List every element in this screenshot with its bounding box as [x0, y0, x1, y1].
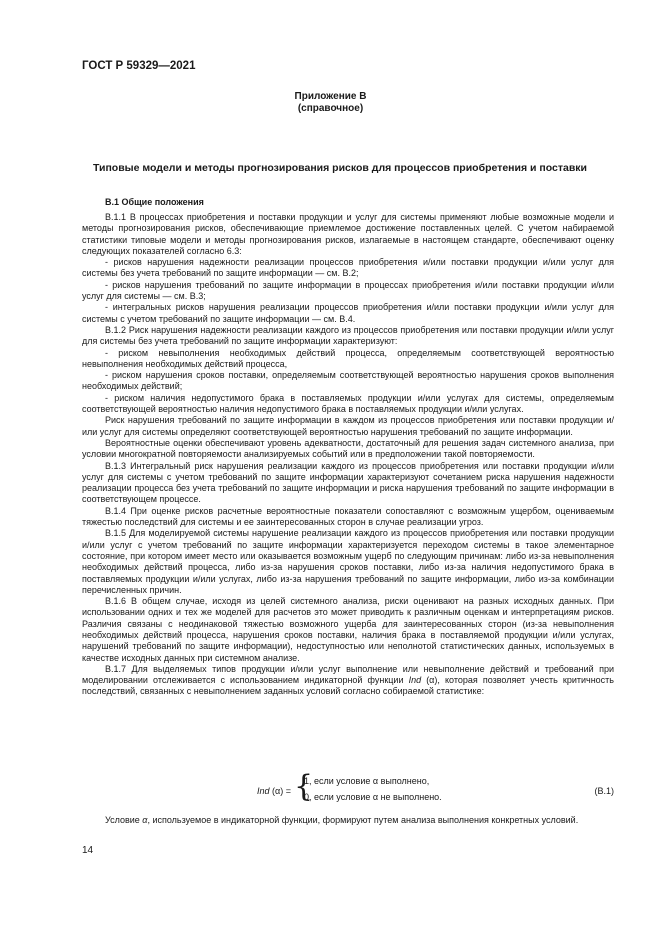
- appendix-subtitle: (справочное): [297, 103, 364, 114]
- after-formula-text: [82, 815, 614, 826]
- paragraph: В.1.4 При оценке рисков расчетные вероятностные показатели сопоставляют с возможным ущербом, оцениваемым тяжестью последствий для системы и ее заинтересованных сторон в случае реализации угроз.: [82, 505, 614, 528]
- page-number: 14: [82, 845, 94, 856]
- formula-lhs-rest: (α) =: [269, 786, 291, 796]
- after-text: Условие: [105, 815, 143, 825]
- formula-b1: [82, 769, 614, 806]
- formula-case-1: 1, если условие α выполнено,: [304, 776, 430, 786]
- p17-text-after: , которая позволяет учесть критичность последствий, связанных с невыполнением заданных условий согласно собираемой статистике:: [82, 675, 614, 697]
- formula-number: (В.1): [594, 786, 614, 796]
- paragraph: - риском невыполнения необходимых действий процесса, определяемым соответствующей вероятностью невыполнения необходимых действий процесса,: [82, 347, 614, 369]
- main-title: Типовые модели и методы прогнозирования рисков для процессов приобретения и поставки: [93, 162, 587, 174]
- after-text-rest: , используемое в индикаторной функции, формируют путем анализа выполнения конкретных условий.: [147, 815, 579, 825]
- alpha-symbol: α: [142, 815, 148, 825]
- document-header: ГОСТ Р 59329—2021: [82, 60, 196, 72]
- paragraph: В.1.1 В процессах приобретения и поставки продукции и услуг для системы применяют любые возможные модели и методы прогнозирования рисков, обеспечивающие приемлемое достижение поставленных целей. С учетом набираемой статистики типовые модели и методы прогнозирования рисков, излагаемые в настоящем стандарте, обеспечивают оценку следующих показателей согласно 6.3:: [82, 212, 614, 256]
- body-text: [82, 212, 614, 698]
- paragraph-b17: [82, 664, 614, 698]
- formula-case-2: 0, если условие α не выполнено.: [304, 792, 442, 802]
- paragraph: В.1.3 Интегральный риск нарушения реализации каждого из процессов приобретения или поставки продукции и/или услуг для системы с учетом требований по защите информации характеризуют сочетанием риска нарушения надежности реализации процесса без учета требований по защите информации и риска нарушения требований по защите информации в соответствующем процессе.: [82, 460, 614, 505]
- paragraph: Вероятностные оценки обеспечивают уровень адекватности, достаточный для решения задач системного анализа, при условии многократной повторяемости анализируемых событий или в предположении такой повторяемости.: [82, 437, 614, 460]
- paragraph: Риск нарушения требований по защите информации в каждом из процессов приобретения или поставки продукции и/или услуг для системы определяют соответствующей вероятностью нарушения требований по защите информации.: [82, 415, 614, 437]
- formula-lhs: [257, 786, 291, 796]
- p17-func: Ind: [408, 675, 422, 686]
- paragraph: - рисков нарушения требований по защите информации в процессах приобретения и/или поставки продукции и/или услуг для системы — см. В.3;: [82, 279, 614, 302]
- formula-func: Ind: [257, 786, 270, 796]
- paragraph: [82, 815, 614, 826]
- paragraph: - рисков нарушения надежности реализации процессов приобретения и/или поставки продукции и/или услуг для системы без учета требований по защите информации — см. В.2;: [82, 257, 614, 279]
- p17-arg: (α): [421, 675, 438, 686]
- paragraph: В.1.5 Для моделируемой системы нарушение реализации каждого из процессов приобретения или поставки продукции и/или услуг с учетом требований по защите информации характеризуется переходом системы в такое элементарное состояние, при котором имеет место или оказывается возможным ущерб по следующим причинам: либо из-за невыполнения необходимых действий процесса, либо из-за нарушения сроков поставки, либо из-за наличия недопустимого брака в поставляемых продукции и/или услугах, либо из-за нарушения требований по защите информации, либо из-за комбинации перечисленных причин.: [82, 528, 614, 595]
- section-heading: В.1 Общие положения: [105, 197, 204, 207]
- appendix-title: Приложение В: [294, 91, 367, 102]
- paragraph: - риском наличия недопустимого брака в поставляемых продукции и/или услугах для системы, определяемым соответствующей вероятностью наличия недопустимого брака в поставляемых продукции и/или услугах.: [82, 392, 614, 415]
- p17-text: В.1.7 Для выделяемых типов продукции и/или услуг выполнение или невыполнение действий и требований при моделировании отслеживается с использованием индикаторной функции: [82, 663, 614, 686]
- formula-brace: {: [294, 769, 314, 804]
- paragraph: В.1.2 Риск нарушения надежности реализации каждого из процессов приобретения или поставки продукции и/или услуг для системы без учета требований по защите информации характеризуют:: [82, 324, 614, 347]
- paragraph: - риском нарушения сроков поставки, определяемым соответствующей вероятностью нарушения сроков выполнения необходимых действий;: [82, 370, 614, 392]
- paragraph: - интегральных рисков нарушения реализации процессов приобретения и/или поставки продукции и/или услуг для системы с учетом требований по защите информации — см. В.4.: [82, 302, 614, 324]
- paragraph: В.1.6 В общем случае, исходя из целей системного анализа, риски оценивают на разных исходных данных. При использовании одних и тех же моделей для расчетов это может приводить к различным оценкам и интерпретациям рисков. Различия связаны с неодинаковой тяжестью возможного ущерба для заинтересованных сторон (из-за невыполнения необходимых действий процесса, нарушения сроков поставки, наличия брака в поставляемой продукции и/или услугах, нарушений требований по защите информации), недоступностью или неполнотой статистических данных, используемых в качестве исходных данных при системном анализе.: [82, 596, 614, 663]
